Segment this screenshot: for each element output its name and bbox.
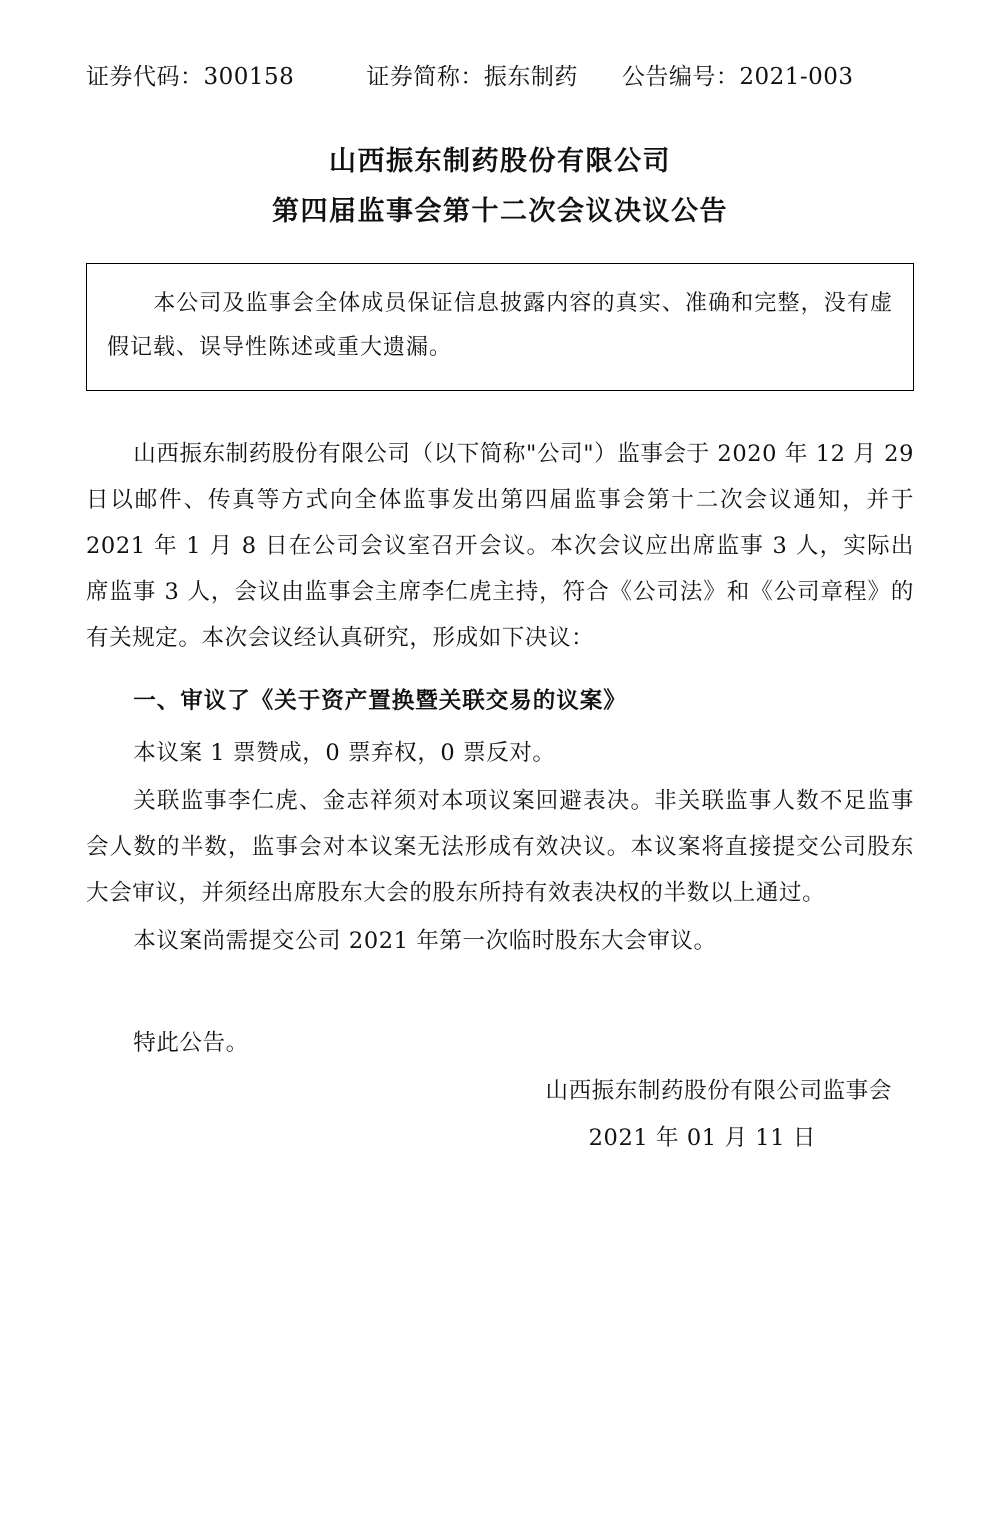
disclaimer-box — [86, 263, 914, 391]
signature-date: 2021 年 01 月 11 日 — [588, 1124, 816, 1151]
body-paragraph-meeting-info: 山西振东制药股份有限公司（以下简称"公司"）监事会于 2020 年 12 月 29 日以邮件、传真等方式向全体监事发出第四届监事会第十二次会议通知，并于 2021 年 1 月 8 日在公司会议室召开会议。本次会议应出席监事 3 人，实际出席监事 3 人，会议由监事会主席李仁虎主持，符合《公司法》和《公司章程》的有关规定。本次会议经认真研究，形成如下决议： — [86, 440, 914, 652]
proposal-1-note: 关联监事李仁虎、金志祥须对本项议案回避表决。非关联监事人数不足监事会人数的半数，监事会对本议案无法形成有效决议。本议案将直接提交公司股东大会审议，并须经出席股东大会的股东所持有效表决权的半数以上通过。 — [86, 787, 914, 906]
closing-statement: 特此公告。 — [133, 1030, 249, 1057]
disclaimer-text: 本公司及监事会全体成员保证信息披露内容的真实、准确和完整，没有虚假记载、误导性陈述或重大遗漏。 — [107, 290, 893, 360]
document-header — [86, 58, 914, 91]
section-heading-proposal-1: 一、审议了《关于资产置换暨关联交易的议案》 — [133, 687, 627, 714]
title-line-1: 山西振东制药股份有限公司 — [329, 146, 671, 177]
proposal-1-followup: 本议案尚需提交公司 2021 年第一次临时股东大会审议。 — [133, 928, 717, 955]
body-spacer — [86, 966, 914, 1020]
document-body — [86, 431, 914, 1067]
proposal-1-vote-result: 本议案 1 票赞成，0 票弃权，0 票反对。 — [133, 739, 556, 766]
security-code: 证券代码：300158 — [86, 64, 295, 90]
signature-block — [86, 1068, 914, 1160]
signature-issuer: 山西振东制药股份有限公司监事会 — [545, 1078, 892, 1105]
page-title — [86, 137, 914, 237]
security-name: 证券简称：振东制药 — [366, 64, 578, 90]
title-line-2: 第四届监事会第十二次会议决议公告 — [272, 195, 728, 227]
bulletin-number: 公告编号：2021-003 — [621, 64, 854, 90]
